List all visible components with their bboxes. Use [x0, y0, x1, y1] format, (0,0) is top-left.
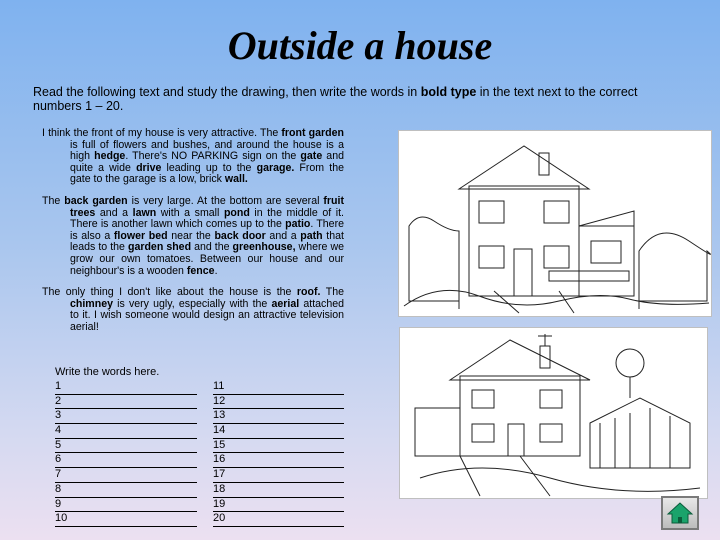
front-house-drawing: [399, 131, 711, 316]
answer-line[interactable]: 6: [55, 453, 197, 468]
answer-line[interactable]: 11: [213, 380, 344, 395]
keyword: gate: [300, 150, 323, 163]
text-segment: in the middle of it. There is another lawn which comes up to the: [70, 206, 344, 231]
answer-line[interactable]: 8: [55, 483, 197, 498]
text-segment: The: [42, 194, 65, 207]
text-segment: . There's NO PARKING sign on the: [125, 150, 301, 163]
keyword: back door: [214, 229, 266, 242]
keyword: lawn: [132, 206, 157, 219]
paragraph-front: [42, 128, 344, 334]
answer-line[interactable]: 19: [213, 498, 344, 513]
home-icon: [663, 498, 697, 528]
instructions-part1: Read the following text and study the drawing, then write the words in: [33, 85, 421, 99]
text-segment: The only thing I don't like about the house is the: [42, 286, 297, 299]
text-segment: From the gate to the garage is a low, brick: [70, 161, 344, 186]
back-house-image: [399, 327, 708, 499]
instructions: [33, 85, 683, 113]
page-title: Outside a house: [227, 23, 493, 68]
keyword: drive: [136, 161, 162, 174]
text-segment: where we grow our own tomatoes. Between our house and our neighbour's is a wooden: [70, 241, 344, 277]
answer-line[interactable]: 13: [213, 409, 344, 424]
keyword: fence: [186, 264, 215, 277]
text-segment: with a small: [156, 206, 224, 219]
paragraph-2: [42, 196, 344, 277]
keyword: back garden: [64, 194, 128, 207]
answer-line[interactable]: 12: [213, 395, 344, 410]
instructions-part2: in the text next to the correct numbers 1 – 20.: [33, 85, 638, 113]
text-segment: is very large. At the bottom are several: [127, 194, 324, 207]
keyword: garden shed: [127, 241, 192, 254]
text-segment: and a: [95, 206, 133, 219]
keyword: garage.: [256, 161, 295, 174]
keyword: fruit trees: [70, 194, 344, 219]
instructions-bold: bold type: [420, 85, 477, 99]
keyword: greenhouse,: [232, 241, 296, 254]
words-label: Write the words here.: [55, 366, 160, 378]
back-house-drawing: [400, 328, 707, 498]
answer-list-left[interactable]: [55, 380, 197, 527]
keyword: chimney: [70, 297, 113, 310]
answer-line[interactable]: 15: [213, 439, 344, 454]
keyword: hedge: [94, 150, 126, 163]
front-house-image: [398, 130, 712, 317]
text-segment: attached to it. I wish someone would design an attractive television aerial!: [70, 297, 344, 333]
text-segment: and the: [191, 241, 233, 254]
text-segment: The: [320, 286, 344, 299]
paragraph-3: [42, 287, 344, 333]
keyword: path: [300, 229, 323, 242]
answer-line[interactable]: 10: [55, 512, 197, 527]
answer-line[interactable]: 7: [55, 468, 197, 483]
text-segment: .: [214, 264, 218, 277]
paragraph-1: [42, 128, 344, 186]
answer-line[interactable]: 20: [213, 512, 344, 527]
text-segment: near the: [167, 229, 215, 242]
keyword: roof.: [296, 286, 321, 299]
text-segment: I think the front of my house is very attractive. The: [42, 127, 282, 139]
text-segment: and quite a wide: [70, 150, 344, 174]
answer-line[interactable]: 16: [213, 453, 344, 468]
answer-line[interactable]: 1: [55, 380, 197, 395]
text-segment: . There is also a: [70, 218, 344, 242]
keyword: pond: [223, 206, 250, 219]
answer-line[interactable]: 4: [55, 424, 197, 439]
answer-line[interactable]: 2: [55, 395, 197, 410]
answer-list-right[interactable]: [213, 380, 344, 527]
answer-line[interactable]: 17: [213, 468, 344, 483]
answer-line[interactable]: 5: [55, 439, 197, 454]
keyword: wall.: [224, 173, 248, 186]
text-segment: that leads to the: [70, 229, 344, 254]
home-button[interactable]: [661, 496, 699, 530]
answer-line[interactable]: 3: [55, 409, 197, 424]
text-segment: leading up to the: [161, 161, 257, 174]
answer-line[interactable]: 14: [213, 424, 344, 439]
text-segment: and a: [265, 229, 301, 242]
keyword: aerial: [271, 297, 300, 310]
answer-line[interactable]: 18: [213, 483, 344, 498]
text-segment: is very ugly, especially with the: [112, 297, 272, 310]
keyword: front garden: [281, 127, 344, 139]
answer-line[interactable]: 9: [55, 498, 197, 513]
text-segment: is full of flowers and bushes, and around the house is a high: [70, 138, 344, 163]
keyword: patio: [285, 218, 311, 231]
keyword: flower bed: [113, 229, 168, 242]
